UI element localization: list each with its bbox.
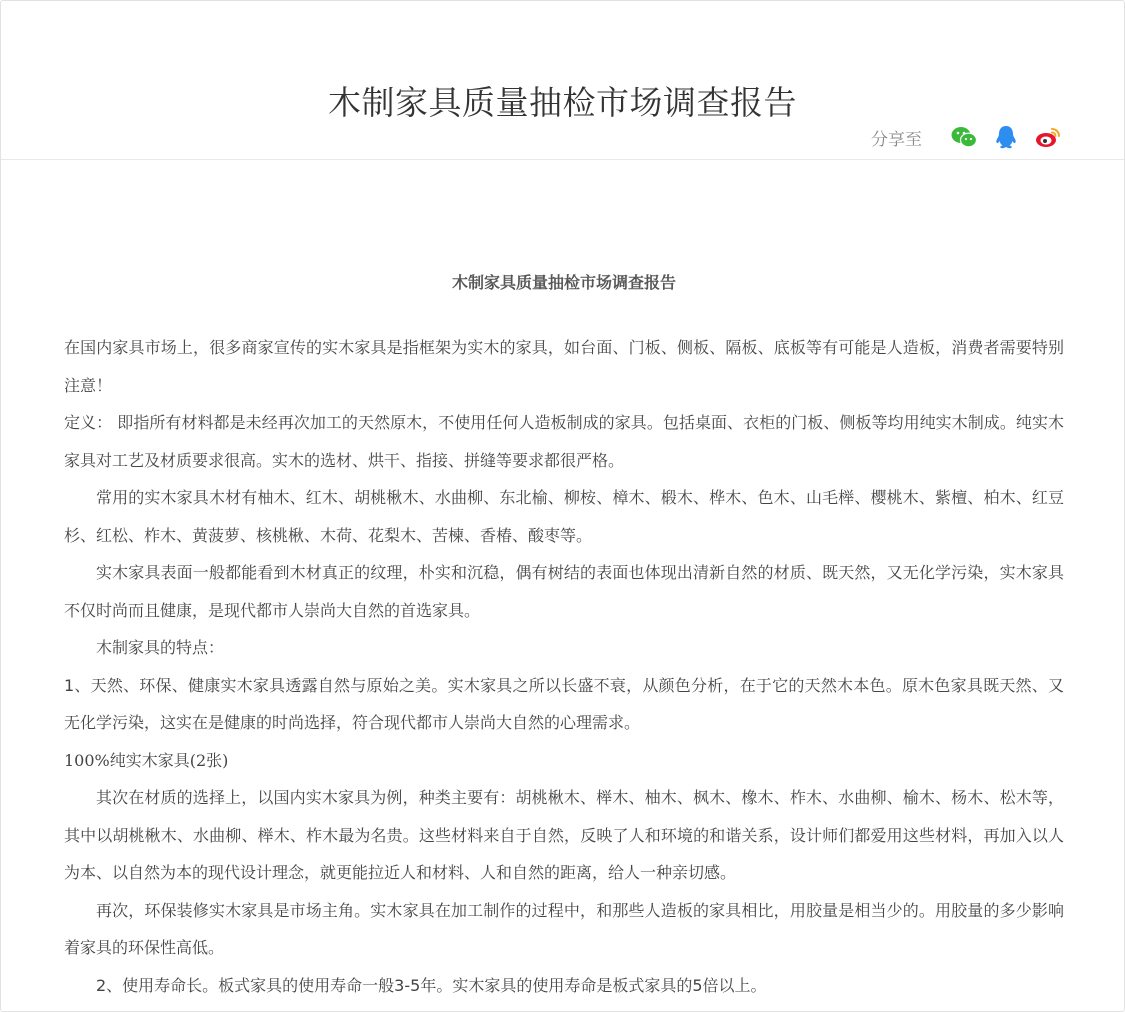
article-body: [64, 263, 1064, 1004]
image-caption: 100%纯实木家具(2张): [64, 750, 229, 770]
share-bar: [871, 123, 1062, 151]
paragraph-woods: 常用的实木家具木材有柚木、红木、胡桃楸木、水曲柳、东北榆、柳桉、樟木、椴木、桦木、色木、山毛榉、樱桃木、紫檀、柏木、红豆杉、红松、柞木、黄菠萝、核桃楸、木荷、花梨木、苦楝、香椿、酸枣等。: [64, 488, 1064, 545]
paragraph-intro: 在国内家具市场上，很多商家宣传的实木家具是指框架为实木的家具，如台面、门板、侧板、隔板、底板等有可能是人造板，消费者需要特别注意！: [64, 338, 1064, 395]
paragraph-materials: 其次在材质的选择上，以国内实木家具为例，种类主要有：胡桃楸木、榉木、柚木、枫木、橡木、柞木、水曲柳、榆木、杨木、松木等，其中以胡桃楸木、水曲柳、榉木、柞木最为名贵。这些材料来自于自然，反映了人和环境的和谐关系，设计师们都爱用这些材料，再加入以人为本、以自然为本的现代设计理念，就更能拉近人和材料、人和自然的距离，给人一种亲切感。: [64, 788, 1064, 882]
article-header: [1, 1, 1124, 160]
paragraph-feature-1: 1、天然、环保、健康实木家具透露自然与原始之美。实木家具之所以长盛不衰，从颜色分析，在于它的天然木本色。原木色家具既天然、又无化学污染，这实在是健康的时尚选择，符合现代都市人崇尚大自然的心理需求。: [64, 675, 1064, 732]
page-title: 木制家具质量抽检市场调查报告: [328, 83, 797, 123]
wechat-icon[interactable]: [950, 123, 978, 151]
article-title: 木制家具质量抽检市场调查报告: [451, 273, 676, 292]
paragraph-eco: 再次，环保装修实木家具是市场主角。实木家具在加工制作的过程中，和那些人造板的家具相比，用胶量是相当少的。用胶量的多少影响着家具的环保性高低。: [64, 900, 1064, 957]
paragraph-features-heading: 木制家具的特点：: [96, 638, 225, 657]
weibo-icon[interactable]: [1034, 123, 1062, 151]
paragraph-definition: 定义： 即指所有材料都是未经再次加工的天然原木，不使用任何人造板制成的家具。包括桌面、衣柜的门板、侧板等均用纯实木制成。纯实木家具对工艺及材质要求很高。实木的选材、烘干、指接、拼缝等要求都很严格。: [64, 413, 1064, 470]
paragraph-feature-2: 2、使用寿命长。板式家具的使用寿命一般3-5年。实木家具的使用寿命是板式家具的5倍以上。: [96, 975, 767, 995]
qq-icon[interactable]: [992, 123, 1020, 151]
share-label: 分享至: [871, 129, 922, 150]
paragraph-surface: 实木家具表面一般都能看到木材真正的纹理，朴实和沉稳，偶有树结的表面也体现出清新自然的材质、既天然，又无化学污染，实木家具不仅时尚而且健康，是现代都市人崇尚大自然的首选家具。: [64, 563, 1064, 620]
